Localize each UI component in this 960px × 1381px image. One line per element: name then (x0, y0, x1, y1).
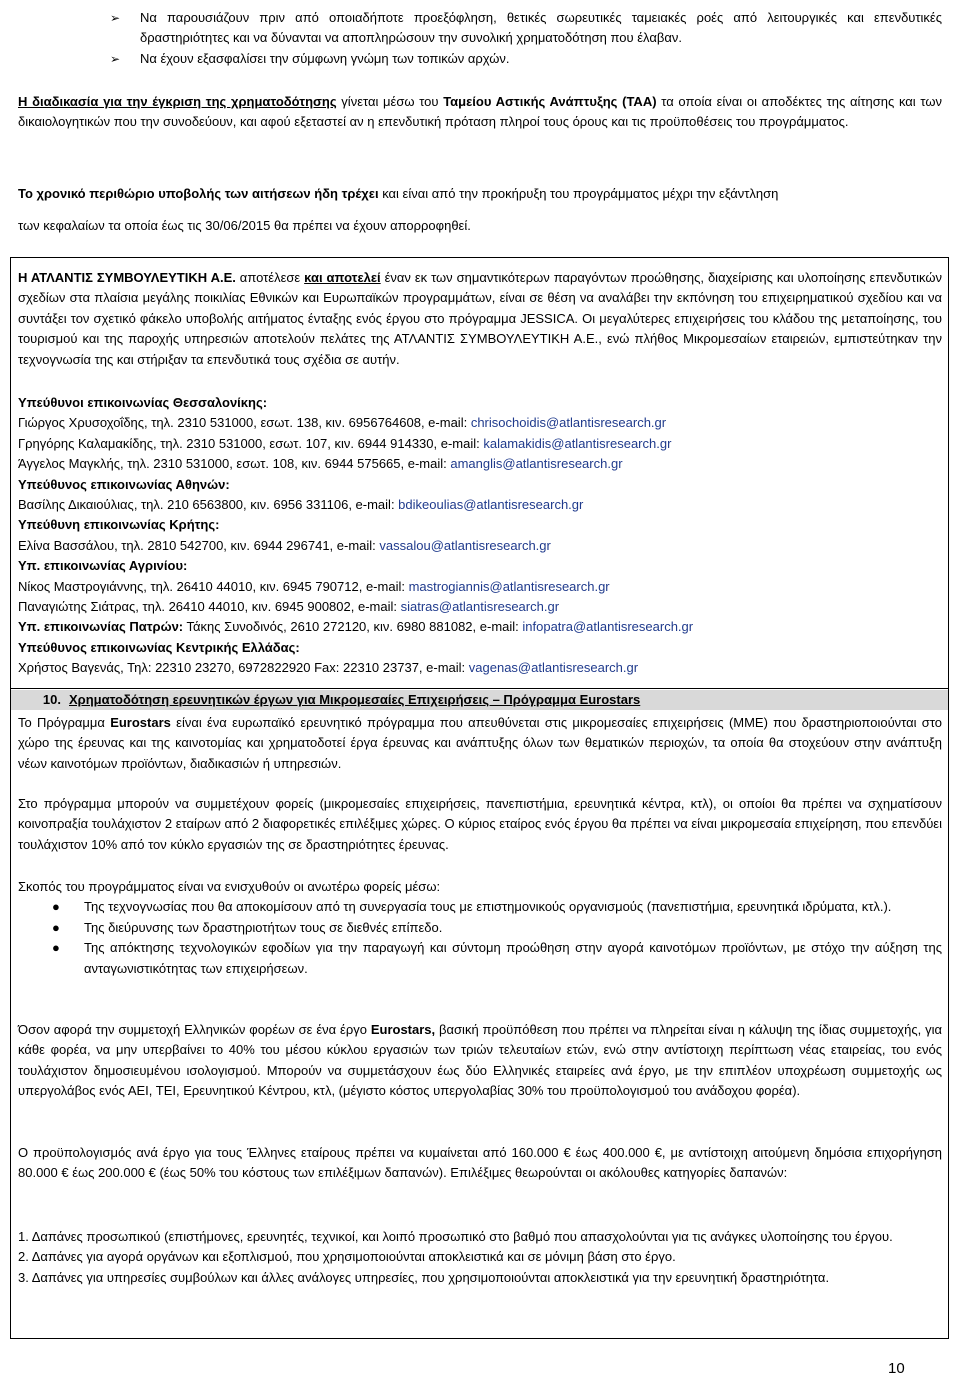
top-bullet-list (110, 8, 942, 69)
contact-heading: Υπεύθυνη επικοινωνίας Κρήτης: (18, 517, 220, 533)
list-item: ● Της διεύρυνσης των δραστηριοτήτων τους σε διεθνές επίπεδο. (18, 918, 942, 938)
contact-line: Παναγιώτης Σιάτρας, τηλ. 26410 44010, κιν. 6945 900802, e-mail: siatras@atlantisresearch.gr (18, 599, 560, 615)
email-link[interactable]: amanglis@atlantisresearch.gr (450, 456, 623, 472)
bullet-dot-icon: ● (52, 899, 60, 915)
approval-paragraph: Η διαδικασία για την έγκριση της χρηματοδότησης γίνεται μέσω του Ταμείου Αστικής Ανάπτυξης (ΤΑΑ) τα οποία είναι οι αποδέκτες της αίτησης και των δικαιολογητικών που την συνοδεύουν, και αφού εξεταστεί αν η επενδυτική πρόταση πληροί τους όρους και τις προϋποθέσεις του προγράμματος. (18, 94, 942, 130)
eurostars-budget: Ο προϋπολογισμός ανά έργο για τους Έλληνες εταίρους πρέπει να κυμαίνεται από 160.000 € έως 400.000 €, με αντίστοιχη αιτούμενη δημόσια επιχορήγηση 80.000 € έως 200.000 € (έως 50% του κόστους των επιλέξιμων δαπανών). Επιλέξιμες θεωρούνται οι ακόλουθες κατηγορίες δαπανών: (18, 1145, 942, 1181)
eurostars-intro: Το Πρόγραμμα Eurostars είναι ένα ευρωπαϊκό ερευνητικό πρόγραμμα που απευθύνεται στις μικρομεσαίες επιχειρήσεις (ΜΜΕ) που δραστηριοποιούνται στο χώρο της έρευνας και της καινοτομίας και χρηματοδοτεί έργα έρευνας και ανάπτυξης όλων των θεματικών περιοχών, τα οποία θα στοχεύουν στην ανάπτυξη νέων καινοτόμων προϊόντων, διαδικασιών ή υπηρεσιών. (18, 715, 942, 771)
frame-right-border (948, 257, 949, 1339)
arrow-bullet-icon: ➢ (110, 51, 121, 66)
email-link[interactable]: infopatra@atlantisresearch.gr (522, 619, 694, 635)
email-link[interactable]: kalamakidis@atlantisresearch.gr (483, 435, 672, 451)
contact-line: Χρήστος Βαγενάς, Τηλ: 22310 23270, 6972822920 Fax: 22310 23737, e-mail: vagenas@atlantisresearch.gr (18, 660, 639, 676)
frame-top-border (10, 257, 948, 258)
contact-line: Υπ. επικοινωνίας Πατρών: Τάκης Συνοδινός, 2610 272120, κιν. 6980 881082, e-mail: infopatra@atlantisresearch.gr (18, 619, 694, 635)
list-item: 1. Δαπάνες προσωπικού (επιστήμονες, ερευνητές, τεχνικοί, και λοιπό προσωπικό στο βαθμό που απασχολούνται για τις ανάγκες υλοποίησης του έργου. (18, 1229, 893, 1244)
contacts-block (18, 393, 942, 679)
frame-left-border (10, 257, 11, 1339)
deadline-paragraph: Το χρονικό περιθώριο υποβολής των αιτήσεων ήδη τρέχει και είναι από την προκήρυξη του προγράμματος μέχρι την εξάντληση των κεφαλαίων τα οποία έως τις 30/06/2015 θα πρέπει να έχουν απορροφηθεί. (18, 186, 779, 234)
email-link[interactable]: bdikeoulias@atlantisresearch.gr (398, 497, 584, 513)
contact-line: Άγγελος Μαγκλής, τηλ. 2310 531000, εσωτ. 108, κιν. 6944 575665, e-mail: amanglis@atlantisresearch.gr (18, 456, 623, 472)
list-item: ● Της τεχνογνωσίας που θα αποκομίσουν από τη συνεργασία τους με επιστημονικούς οργανισμούς (πανεπιστήμια, ερευνητικά ιδρύματα, κτλ.). (18, 897, 942, 917)
contact-line: Γρηγόρης Καλαμακίδης, τηλ. 2310 531000, εσωτ. 107, κιν. 6944 914330, e-mail: kalamakidis@atlantisresearch.gr (18, 435, 672, 451)
arrow-bullet-icon: ➢ (110, 11, 121, 25)
bullet-item: ➢ Να παρουσιάζουν πριν από οποιαδήποτε προεξόφληση, θετικές σωρευτικές ταμειακές ροές από λειτουργικές και επενδυτικές δραστηριότητες και να δύνανται να αποπληρώσουν την συνολική χρηματοδότηση που έλαβαν. (110, 10, 942, 46)
eurostars-purpose: Σκοπός του προγράμματος είναι να ενισχυθούν οι ανωτέρω φορείς μέσω: ● Της τεχνογνωσίας που θα αποκομίσουν από τη συνεργασία τους με επιστημονικούς οργανισμούς (πανεπιστήμια, ερευνητικά ιδρύματα, κτλ.). ● Της διεύρυνσης των δραστηριοτήτων τους σε διεθνές επίπεδο. ● Της απόκτησης τεχνολογικών εφοδίων για την παραγωγή και σύντομη προώθηση στην αγορά καινοτόμων προϊόντων, με στόχο την αύξηση της ανταγωνιστικότητας των επιχειρήσεων. (18, 877, 942, 979)
list-item: ● Της απόκτησης τεχνολογικών εφοδίων για την παραγωγή και σύντομη προώθηση στην αγορά καινοτόμων προϊόντων, με στόχο την αύξηση της ανταγωνιστικότητας των επιχειρήσεων. (52, 940, 942, 976)
contact-line: Βασίλης Δικαιούλιας, τηλ. 210 6563800, κιν. 6956 331106, e-mail: bdikeoulias@atlantisresearch.gr (18, 497, 584, 513)
email-link[interactable]: vassalou@atlantisresearch.gr (379, 537, 551, 553)
frame-bottom-border (10, 1338, 948, 1339)
contact-heading: Υπεύθυνος επικοινωνίας Αθηνών: (18, 476, 230, 492)
page-number: 10 (888, 1360, 905, 1377)
email-link[interactable]: chrisochoidis@atlantisresearch.gr (470, 415, 667, 431)
contact-heading: Υπεύθυνοι επικοινωνίας Θεσσαλονίκης: (18, 395, 268, 410)
bullet-dot-icon: ● (52, 940, 60, 956)
bullet-dot-icon: ● (52, 919, 60, 935)
eurostars-greek-participation: Όσον αφορά την συμμετοχή Ελληνικών φορέων σε ένα έργο Eurostars, βασική προϋπόθεση που πρέπει να πληρείται είναι η κάλυψη της ίδιας συμμετοχής, για κάθε φορέα, να μην υπερβαίνει το 40% του μέσου κύκλου εργασιών των τριών τελευταίων ετών, ενώ στην αντίστοιχη περίπτωση νέας εταιρείας, του ενός τουλάχιστον δημοσιευμένου ισολογισμού. Μπορούν να συμμετάσχουν έως δύο Ελληνικές εταιρείες ανά έργο, με την επιπλέον υποχρέωση συμμετοχής ως υπεργολάβος ενός ΑΕΙ, ΤΕΙ, Ερευνητικού Κέντρου, κτλ, (μέγιστο κόστος υπεργολαβίας 30% του προϋπολογισμού του ανάδοχου φορέα). (18, 1022, 942, 1099)
email-link[interactable]: vagenas@atlantisresearch.gr (468, 660, 639, 676)
atlantis-paragraph: Η ΑΤΛΑΝΤΙΣ ΣΥΜΒΟΥΛΕΥΤΙΚΗ Α.Ε. αποτέλεσε και αποτελεί έναν εκ των σημαντικότερων παραγόντων προώθησης, διαχείρισης και υλοποίησης επενδυτικών σχεδίων στα πλαίσια μεγάλης ποικιλίας Εθνικών και Ευρωπαϊκών προγραμμάτων, είναι σε θέση να αναλάβει την εκπόνηση του επιχειρηματικού σχεδίου και να συντάξει τον σχετικό φάκελο υποβολής αιτήματος ένταξης ενός έργου στο πρόγραμμα JESSICA. Οι μεγαλύτερες επιχειρήσεις του κλάδου της μεταποίησης, του τουρισμού και της παροχής υπηρεσιών αποτελούν πελάτες της ΑΤΛΑΝΤΙΣ ΣΥΜΒΟΥΛΕΥΤΙΚΗ Α.Ε., ενώ πλήθος Μικρομεσαίων εταιρειών, εμπιστεύτηκαν την τεχνογνωσία της και στήριξαν τα επενδυτικά τους σχέδια σε αυτήν. (18, 270, 942, 367)
bullet-item: ➢ Να έχουν εξασφαλίσει την σύμφωνη γνώμη των τοπικών αρχών. (110, 49, 942, 69)
contact-heading: Υπεύθυνος επικοινωνίας Κεντρικής Ελλάδας: (18, 639, 300, 655)
purpose-list (18, 897, 942, 979)
eurostars-participants: Στο πρόγραμμα μπορούν να συμμετέχουν φορείς (μικρομεσαίες επιχειρήσεις, πανεπιστήμια, ερευνητικά κέντρα, κτλ), οι οποίοι θα πρέπει να σχηματίσουν κοινοπραξία τουλάχιστον 2 εταίρων από 2 διαφορετικές επιλέξιμες χώρες. Ο κύριος εταίρος ενός έργου θα πρέπει να είναι μικρομεσαία επιχείρηση, που επενδύει τουλάχιστον 10% από τον κύκλο εργασιών της σε δραστηριότητες έρευνας. (18, 796, 942, 852)
section-divider (10, 688, 948, 689)
contact-line: Γιώργος Χρυσοχοΐδης, τηλ. 2310 531000, εσωτ. 138, κιν. 6956764608, e-mail: chrisochoidis@atlantisresearch.gr (18, 415, 667, 431)
email-link[interactable]: mastrogiannis@atlantisresearch.gr (408, 578, 610, 594)
contact-heading: Υπ. επικοινωνίας Αγρινίου: (18, 558, 188, 574)
contact-line: Ελίνα Βασσάλου, τηλ. 2810 542700, κιν. 6944 296741, e-mail: vassalou@atlantisresearch.gr (18, 537, 551, 553)
section-10-heading: 10. Χρηματοδότηση ερευνητικών έργων για Μικρομεσαίες Επιχειρήσεις – Πρόγραμμα Eurostars (11, 690, 948, 710)
list-item: 2. Δαπάνες για αγορά οργάνων και εξοπλισμού, που χρησιμοποιούνται αποκλειστικά και σε μόνιμη βάση στο έργο. (18, 1249, 676, 1265)
email-link[interactable]: siatras@atlantisresearch.gr (400, 599, 560, 615)
contact-line: Νίκος Μαστρογιάννης, τηλ. 26410 44010, κιν. 6945 790712, e-mail: mastrogiannis@atlantisresearch.gr (18, 578, 610, 594)
list-item: 3. Δαπάνες για υπηρεσίες συμβούλων και άλλες ανάλογες υπηρεσίες, που χρησιμοποιούνται αποκλειστικά για την ερευνητική δραστηριότητα. (18, 1269, 830, 1285)
eligible-costs-list (18, 1227, 942, 1288)
